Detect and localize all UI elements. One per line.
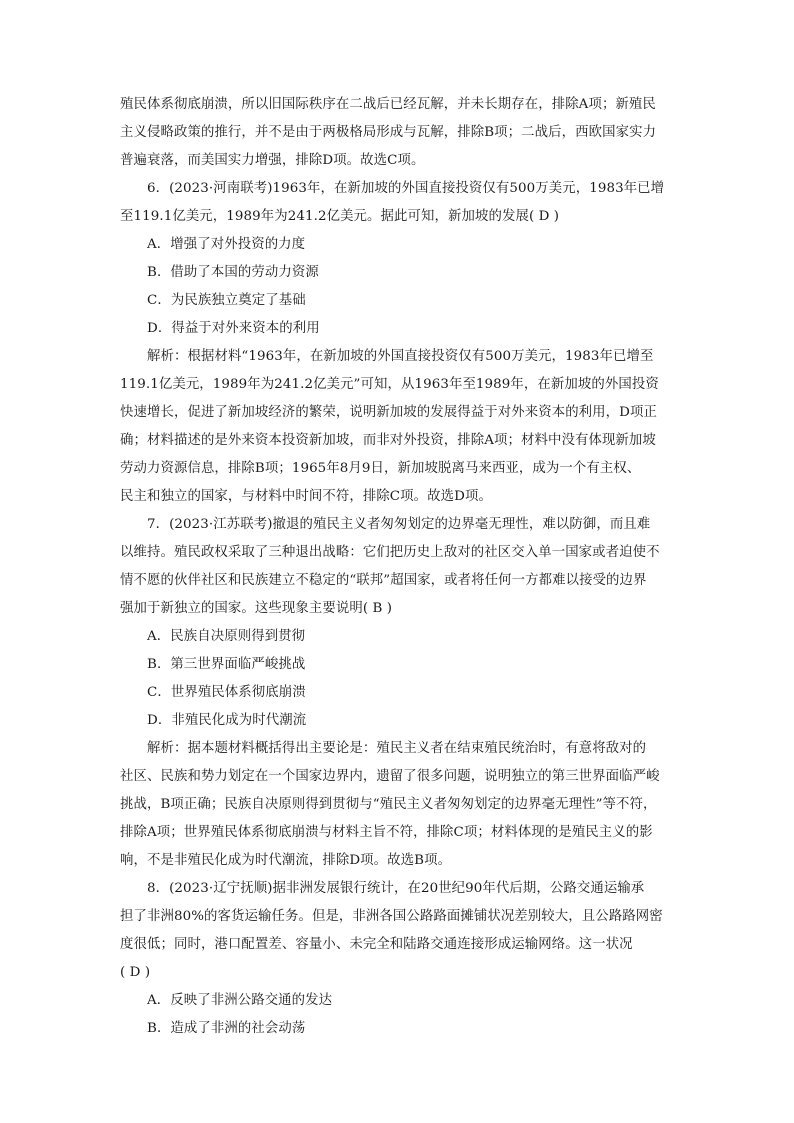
- question-6-stem: 6．(2023·河南联考)1963年，在新加坡的外国直接投资仅有500万美元，1983年已增: [147, 181, 665, 196]
- question-8-option-a: A．反映了非洲公路交通的发达: [147, 993, 333, 1008]
- text-line: 普遍衰落，而美国实力增强，排除D项。故选C项。: [120, 153, 425, 168]
- question-6-option-c: C．为民族独立奠定了基础: [147, 293, 306, 308]
- question-6-stem: 至119.1亿美元，1989年为241.2亿美元。据此可知，新加坡的发展( D ): [120, 209, 560, 224]
- question-8-option-b: B．造成了非洲的社会动荡: [147, 1021, 306, 1036]
- question-8-stem: 8．(2023·辽宁抚顺)据非洲发展银行统计，在20世纪90年代后期，公路交通运输承: [147, 881, 645, 896]
- question-6-analysis: 119.1亿美元，1989年为241.2亿美元”可知，从1963年至1989年，在新加坡的外国投资: [120, 377, 659, 392]
- question-8-stem: 度很低；同时，港口配置差、容量小、未完全和陆路交通连接形成运输网络。这一状况: [120, 937, 633, 952]
- question-6-option-b: B．借助了本国的劳动力资源: [147, 265, 319, 280]
- question-7-option-d: D．非殖民化成为时代潮流: [147, 713, 307, 728]
- question-7-stem: 情不愿的伙伴社区和民族建立不稳定的“联邦”超国家，或者将任何一方都难以接受的边界: [120, 573, 647, 588]
- question-6-analysis: 确；材料描述的是外来资本投资新加坡，而非对外投资，排除A项；材料中没有体现新加坡: [120, 433, 656, 448]
- question-6-analysis: 劳动力资源信息，排除B项；1965年8月9日，新加坡脱离马来西亚，成为一个有主权、: [120, 461, 641, 476]
- question-7-analysis: 社区、民族和势力划定在一个国家边界内，遗留了很多问题，说明独立的第三世界面临严峻: [120, 769, 660, 784]
- question-6-analysis: 解析：根据材料“1963年，在新加坡的外国直接投资仅有500万美元，1983年已增至: [147, 349, 654, 364]
- question-6-option-a: A．增强了对外投资的力度: [147, 237, 306, 252]
- question-7-option-a: A．民族自决原则得到贯彻: [147, 629, 306, 644]
- text-line: 主义侵略政策的推行，并不是由于两极格局形成与瓦解，排除B项；二战后，西欧国家实力: [120, 125, 657, 140]
- question-7-option-b: B．第三世界面临严峻挑战: [147, 657, 306, 672]
- question-7-stem: 以维持。殖民政权采取了三种退出战略：它们把历史上敌对的社区交入单一国家或者迫使不: [120, 545, 660, 560]
- question-7-stem: 强加于新独立的国家。这些现象主要说明( B ): [120, 601, 393, 616]
- question-7-stem: 7．(2023·江苏联考)撤退的殖民主义者匆匆划定的边界毫无理性，难以防御，而且难: [147, 517, 651, 532]
- question-8-answer: ( D ): [120, 965, 151, 980]
- question-7-analysis: 挑战，B项正确；民族自决原则得到贯彻与“殖民主义者匆匆划定的边界毫无理性”等不符，: [120, 797, 657, 812]
- question-7-analysis: 解析：据本题材料概括得出主要论是：殖民主义者在结束殖民统治时，有意将敌对的: [147, 741, 647, 756]
- question-7-analysis: 响，不是非殖民化成为时代潮流，排除D项。故选B项。: [120, 853, 452, 868]
- question-6-analysis: 快速增长，促进了新加坡经济的繁荣，说明新加坡的发展得益于对外来资本的利用，D项正: [120, 405, 657, 420]
- question-6-analysis: 民主和独立的国家，与材料中时间不符，排除C项。故选D项。: [120, 489, 492, 504]
- question-7-analysis: 排除A项；世界殖民体系彻底崩溃与材料主旨不符，排除C项；材料体现的是殖民主义的影: [120, 825, 653, 840]
- text-line: 殖民体系彻底崩溃，所以旧国际秩序在二战后已经瓦解，并未长期存在，排除A项；新殖民: [120, 97, 656, 112]
- question-8-stem: 担了非洲80%的客货运输任务。但是，非洲各国公路路面摊铺状况差别较大，且公路路网密: [120, 909, 663, 924]
- question-7-option-c: C．世界殖民体系彻底崩溃: [147, 685, 306, 700]
- question-6-option-d: D．得益于对外来资本的利用: [147, 321, 320, 336]
